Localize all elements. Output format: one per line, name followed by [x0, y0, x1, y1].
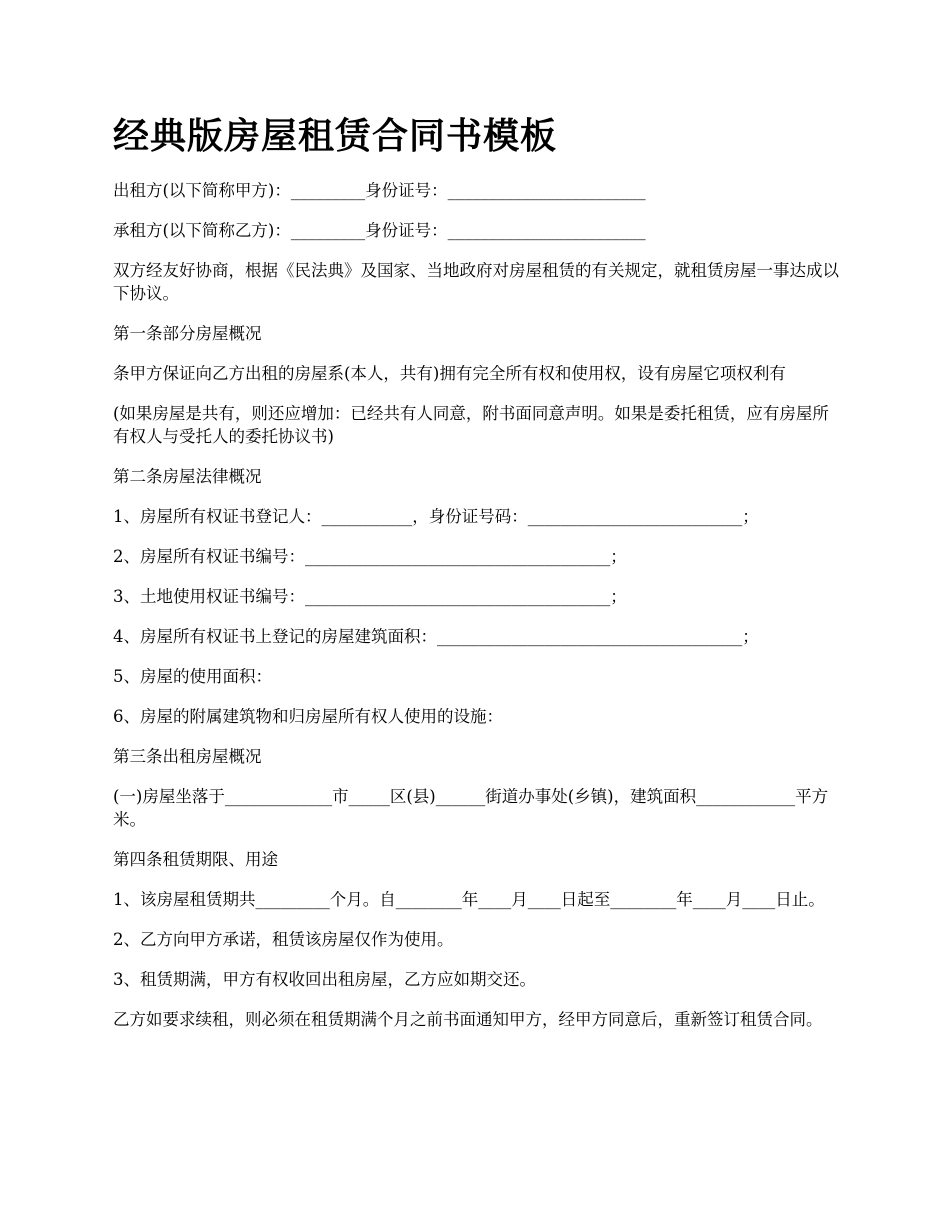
article-1-note: (如果房屋是共有，则还应增加：已经共有人同意，附书面同意声明。如果是委托租赁，应有房屋所有权人与受托人的委托协议书)	[113, 404, 829, 446]
article-2-item-1: 1、房屋所有权证书登记人：___________，身份证号码：__________________________；	[113, 507, 759, 526]
article-2-item-3: 3、土地使用权证书编号：_____________________________________；	[113, 587, 627, 606]
agreement-intro: 双方经友好协商，根据《民法典》及国家、当地政府对房屋租赁的有关规定，就租赁房屋一事达成以下协议。	[113, 261, 839, 303]
lessee-line: 承租方(以下简称乙方)：_________身份证号：________________________	[113, 221, 646, 240]
renewal-clause: 乙方如要求续租，则必须在租赁期满个月之前书面通知甲方，经甲方同意后，重新签订租赁合同。	[113, 1010, 823, 1029]
article-2-item-2: 2、房屋所有权证书编号：_____________________________________；	[113, 547, 627, 566]
article-4-heading: 第四条租赁期限、用途	[113, 850, 278, 869]
article-2-item-6: 6、房屋的附属建筑物和归房屋所有权人使用的设施：	[113, 707, 503, 726]
article-1-clause: 条甲方保证向乙方出租的房屋系(本人，共有)拥有完全所有权和使用权，设有房屋它项权利有	[113, 364, 786, 383]
article-2-item-4: 4、房屋所有权证书上登记的房屋建筑面积：_____________________________________；	[113, 627, 759, 646]
article-4-item-2: 2、乙方向甲方承诺，租赁该房屋仅作为使用。	[113, 930, 454, 949]
article-1-heading: 第一条部分房屋概况	[113, 324, 262, 343]
article-3-location: (一)房屋坐落于_____________市_____区(县)______街道办事处(乡镇)，建筑面积____________平方米。	[113, 787, 829, 829]
article-4-item-1: 1、该房屋租赁期共_________个月。自________年____月____日起至________年____月____日止。	[113, 890, 825, 909]
lessor-line: 出租方(以下简称甲方)：_________身份证号：________________________	[113, 181, 646, 200]
article-4-item-3: 3、租赁期满，甲方有权收回出租房屋，乙方应如期交还。	[113, 970, 536, 989]
document-title: 经典版房屋租赁合同书模板	[113, 115, 558, 157]
article-2-item-5: 5、房屋的使用面积：	[113, 667, 272, 686]
document-body	[113, 179, 843, 1048]
article-2-heading: 第二条房屋法律概况	[113, 467, 262, 486]
article-3-heading: 第三条出租房屋概况	[113, 747, 262, 766]
